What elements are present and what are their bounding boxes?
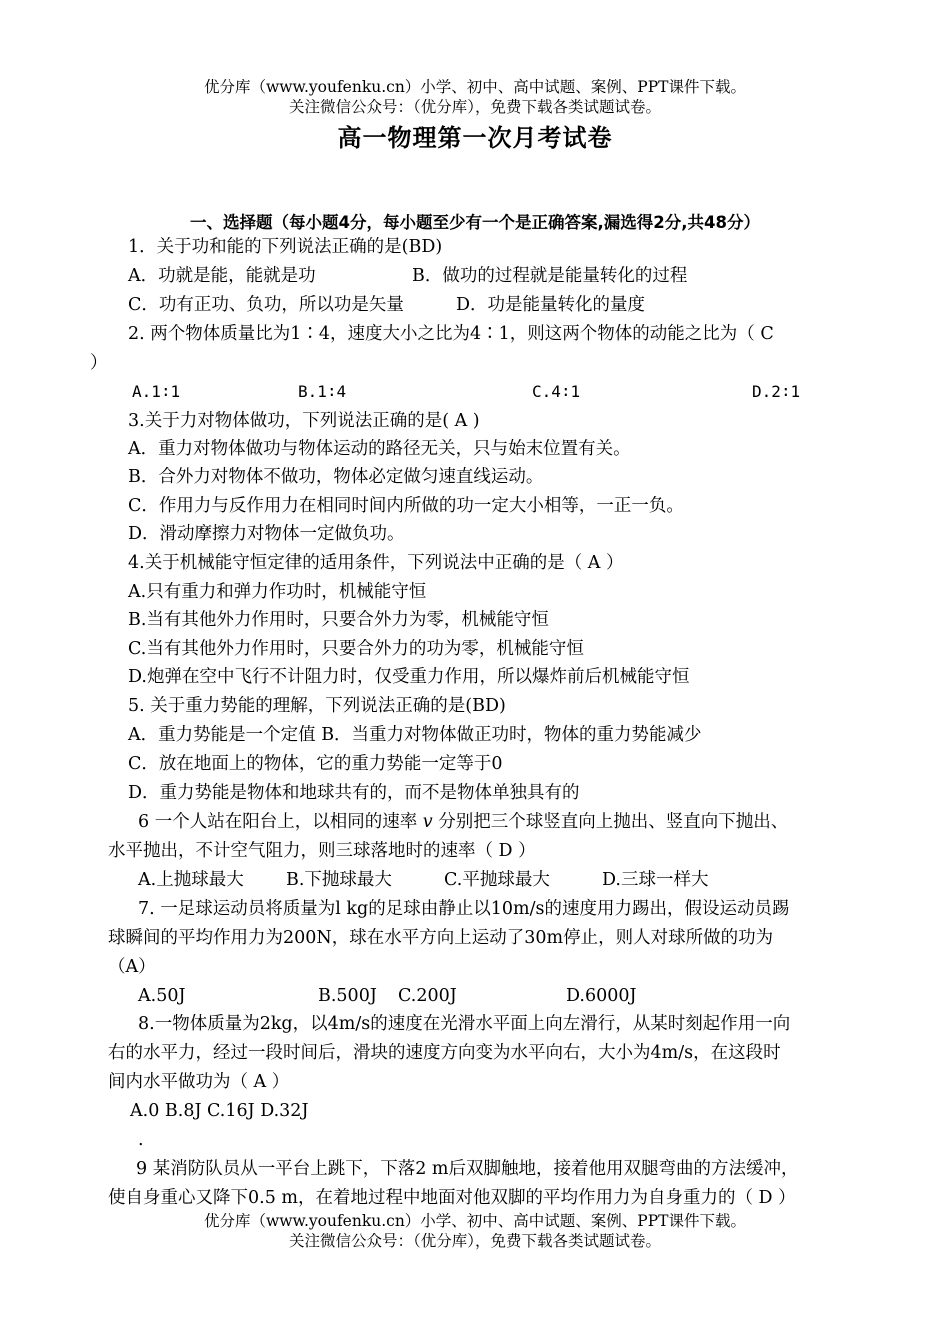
q7-stem-line-1: 7. 一足球运动员将质量为l kg的足球由静止以10m/s的速度用力踢出，假设运动员踢 — [138, 899, 790, 919]
q8-dot: . — [138, 1130, 144, 1150]
header-line-2: 关注微信公众号：（优分库），免费下载各类试题试卷。 — [288, 98, 661, 116]
q4-option-c: C.当有其他外力作用时，只要合外力的功为零，机械能守恒 — [128, 639, 584, 659]
q6-stem-part-2: 分别把三个球竖直向上抛出、竖直向下抛出、 — [432, 812, 789, 832]
q8-stem-line-3: 间内水平做功为（ A ） — [108, 1072, 290, 1092]
q2-option-c: C.4∶1 — [532, 382, 581, 401]
q6-stem-part-1: 6 一个人站在阳台上，以相同的速率 — [138, 812, 423, 832]
q5-stem: 5. 关于重力势能的理解，下列说法正确的是(BD) — [128, 696, 506, 716]
q8-options: A.0 B.8J C.16J D.32J — [130, 1101, 309, 1121]
q7-option-a: A.50J — [138, 986, 186, 1006]
q6-option-b: B.下抛球最大 — [286, 870, 392, 890]
q1-option-c: C．功有正功、负功，所以功是矢量 — [128, 295, 404, 315]
q2-stem-close: ） — [90, 353, 108, 373]
q6-velocity-symbol: v — [422, 812, 433, 832]
q2-option-d: D.2∶1 — [752, 382, 801, 401]
q8-stem-line-2: 右的水平力，经过一段时间后，滑块的速度方向变为水平向右，大小为4m/s，在这段时 — [108, 1043, 781, 1063]
q1-stem: 1．关于功和能的下列说法正确的是(BD) — [128, 237, 443, 257]
q6-option-d: D.三球一样大 — [602, 870, 709, 890]
q3-option-b: B．合外力对物体不做功，物体必定做匀速直线运动。 — [128, 467, 544, 487]
q5-option-d: D．重力势能是物体和地球共有的，而不是物体单独具有的 — [128, 783, 580, 803]
q6-option-a: A.上抛球最大 — [138, 870, 244, 890]
header-line-1: 优分库（www.youfenku.cn）小学、初中、高中试题、案例、PPT课件下载。 — [203, 78, 747, 96]
q5-option-ab: A．重力势能是一个定值 B．当重力对物体做正功时，物体的重力势能减少 — [128, 725, 702, 745]
q1-option-b: B．做功的过程就是能量转化的过程 — [412, 266, 688, 286]
q2-option-b: B.1∶4 — [298, 382, 347, 401]
q7-stem-line-2: 球瞬间的平均作用力为200N，球在水平方向上运动了30m停止，则人对球所做的功为 — [108, 928, 774, 948]
q7-option-d: D.6000J — [566, 986, 637, 1006]
q1-option-d: D．功是能量转化的量度 — [456, 295, 646, 315]
section-heading: 一、选择题（每小题4分，每小题至少有一个是正确答案,漏选得2分,共48分） — [190, 213, 760, 232]
q6-stem-line-1 — [138, 811, 788, 833]
q6-stem-line-2: 水平抛出，不计空气阻力，则三球落地时的速率（ D ） — [108, 841, 536, 861]
footer-line-2: 关注微信公众号：（优分库），免费下载各类试题试卷。 — [288, 1232, 661, 1250]
q9-stem-line-2: 使自身重心又降下0.5 m，在着地过程中地面对他双脚的平均作用力为自身重力的（ D ） — [108, 1188, 796, 1208]
q3-option-c: C．作用力与反作用力在相同时间内所做的功一定大小相等，一正一负。 — [128, 496, 684, 516]
q6-option-c: C.平抛球最大 — [444, 870, 550, 890]
q2-stem: 2. 两个物体质量比为1∶4，速度大小之比为4∶1，则这两个物体的动能之比为（ C — [128, 324, 774, 344]
q4-option-b: B.当有其他外力作用时，只要合外力为零，机械能守恒 — [128, 610, 549, 630]
q2-option-a: A.1∶1 — [132, 382, 181, 401]
q7-option-b: B.500J — [318, 986, 377, 1006]
q5-option-c: C．放在地面上的物体，它的重力势能一定等于0 — [128, 754, 503, 774]
q7-option-c: C.200J — [398, 986, 457, 1006]
q7-stem-line-3: （A） — [108, 957, 156, 977]
q3-stem: 3.关于力对物体做功，下列说法正确的是( A ) — [128, 411, 480, 431]
q4-option-d: D.炮弹在空中飞行不计阻力时，仅受重力作用，所以爆炸前后机械能守恒 — [128, 667, 690, 687]
q1-option-a: A．功就是能，能就是功 — [128, 266, 316, 286]
q9-stem-line-1: 9 某消防队员从一平台上跳下，下落2 m后双脚触地，接着他用双腿弯曲的方法缓冲， — [136, 1159, 799, 1179]
q4-option-a: A.只有重力和弹力作功时，机械能守恒 — [128, 582, 427, 602]
page-title: 高一物理第一次月考试卷 — [337, 123, 613, 152]
footer-line-1: 优分库（www.youfenku.cn）小学、初中、高中试题、案例、PPT课件下载。 — [203, 1212, 747, 1230]
q8-stem-line-1: 8.一物体质量为2kg，以4m/s的速度在光滑水平面上向左滑行，从某时刻起作用一向 — [138, 1014, 791, 1034]
q3-option-d: D．滑动摩擦力对物体一定做负功。 — [128, 524, 405, 544]
q3-option-a: A．重力对物体做功与物体运动的路径无关，只与始末位置有关。 — [128, 439, 631, 459]
q4-stem: 4.关于机械能守恒定律的适用条件，下列说法中正确的是（ A ） — [128, 553, 624, 573]
